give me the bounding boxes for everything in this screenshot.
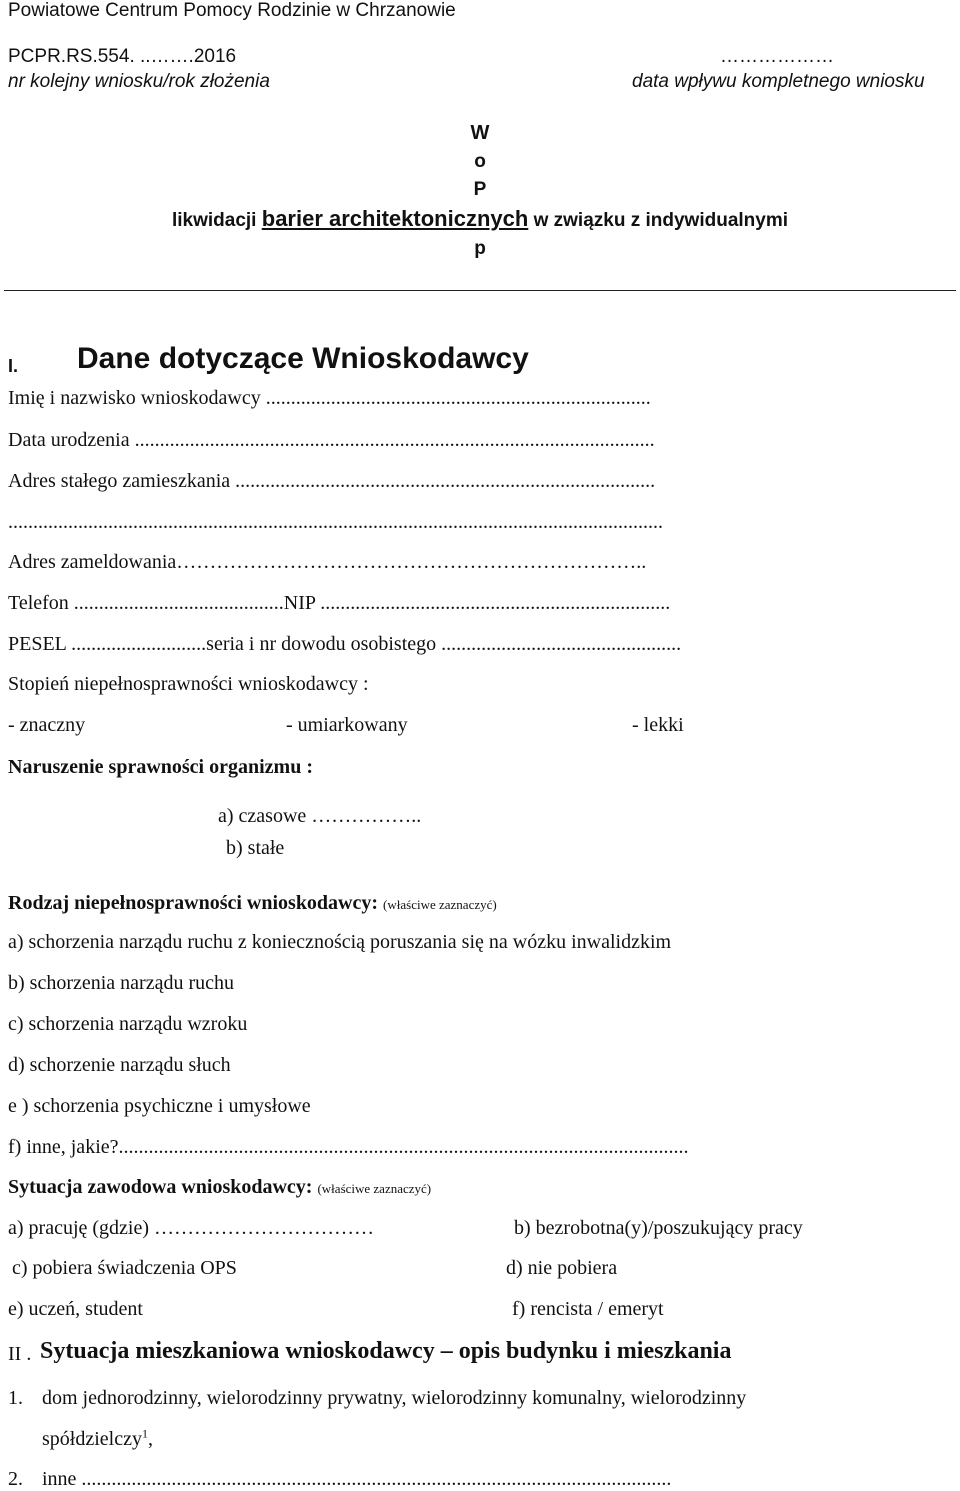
field-applicant-name[interactable]: Imię i nazwisko wnioskodawcy .............................................................................	[8, 387, 651, 409]
housing-item-2-number: 2.	[8, 1468, 23, 1490]
disability-type-d[interactable]: d) schorzenie narządu słuch	[8, 1054, 231, 1076]
date-received-label: data wpływu kompletnego wniosku	[632, 71, 925, 92]
field-pesel-id[interactable]: PESEL ...........................seria i nr dowodu osobistego ................................................	[8, 633, 682, 655]
field-permanent-address[interactable]: Adres stałego zamieszkania ....................................................................................	[8, 470, 656, 492]
impairment-permanent[interactable]: b) stałe	[226, 837, 285, 859]
footnote-marker: 1	[141, 1426, 148, 1441]
disability-type-f[interactable]: f) inne, jakie?..................................................................................................................	[8, 1136, 689, 1158]
reference-number: PCPR.RS.554. ..…….2016	[8, 46, 237, 67]
disability-type-e[interactable]: e ) schorzenia psychiczne i umysłowe	[8, 1095, 311, 1117]
employment-student[interactable]: e) uczeń, student	[8, 1298, 143, 1320]
date-received-dots: ………………	[720, 46, 834, 67]
housing-item-1-cont: spółdzielczy$^1$,	[42, 1426, 153, 1450]
field-phone-nip[interactable]: Telefon ..........................................NIP ......................................................................	[8, 592, 671, 614]
form-subtitle-1: o	[474, 151, 486, 172]
reference-label: nr kolejny wniosku/rok złożenia	[8, 71, 270, 92]
section-2-heading: Sytuacja mieszkaniowa wnioskodawcy – opis budynku i mieszkania	[40, 1338, 732, 1364]
institution-name: Powiatowe Centrum Pomocy Rodzinie w Chrzanowie	[8, 0, 456, 21]
form-subtitle-4: p	[474, 238, 486, 259]
degree-significant[interactable]: - znaczny	[8, 714, 86, 736]
housing-item-1-text[interactable]: dom jednorodzinny, wielorodzinny prywatny, wielorodzinny komunalny, wielorodzinny	[42, 1387, 747, 1409]
impairment-temporary[interactable]: a) czasowe ……………..	[218, 805, 422, 827]
housing-item-1-number: 1.	[8, 1387, 23, 1409]
employment-label: Sytuacja zawodowa wnioskodawcy: (właściwe zaznaczyć)	[8, 1176, 432, 1198]
housing-item-2-text[interactable]: inne ......................................................................................................................	[42, 1468, 672, 1490]
horizontal-divider	[4, 290, 956, 291]
degree-label: Stopień niepełnosprawności wnioskodawcy :	[8, 673, 369, 695]
disability-type-c[interactable]: c) schorzenia narządu wzroku	[8, 1013, 248, 1035]
field-birth-date[interactable]: Data urodzenia ........................................................................................................	[8, 429, 655, 451]
form-subtitle-2: P	[473, 179, 487, 200]
employment-pensioner[interactable]: f) rencista / emeryt	[512, 1298, 664, 1320]
employment-unemployed[interactable]: b) bezrobotna(y)/poszukujący pracy	[514, 1217, 803, 1239]
employment-working[interactable]: a) pracuję (gdzie) ……………………………	[8, 1217, 375, 1239]
field-permanent-address-cont[interactable]: ...................................................................................................................................	[8, 511, 663, 533]
impairment-label: Naruszenie sprawności organizmu :	[8, 756, 313, 778]
section-1-heading: Dane dotyczące Wnioskodawcy	[77, 342, 529, 375]
employment-no-benefits[interactable]: d) nie pobiera	[506, 1257, 618, 1279]
section-1-number: I.	[8, 356, 19, 376]
degree-moderate[interactable]: - umiarkowany	[286, 714, 408, 736]
field-registered-address[interactable]: Adres zameldowania……………………………………………………………..	[8, 551, 647, 573]
disability-type-b[interactable]: b) schorzenia narządu ruchu	[8, 972, 234, 994]
section-2-number: II .	[8, 1343, 32, 1365]
form-subtitle-3: likwidacji barier architektonicznych w związku z indywidualnymi	[171, 206, 789, 231]
employment-ops-benefits[interactable]: c) pobiera świadczenia OPS	[12, 1257, 237, 1279]
disability-type-a[interactable]: a) schorzenia narządu ruchu z koniecznością poruszania się na wózku inwalidzkim	[8, 931, 672, 953]
form-title: W	[470, 122, 490, 144]
degree-light[interactable]: - lekki	[632, 714, 684, 736]
disability-type-label: Rodzaj niepełnosprawności wnioskodawcy: (właściwe zaznaczyć)	[8, 892, 497, 914]
